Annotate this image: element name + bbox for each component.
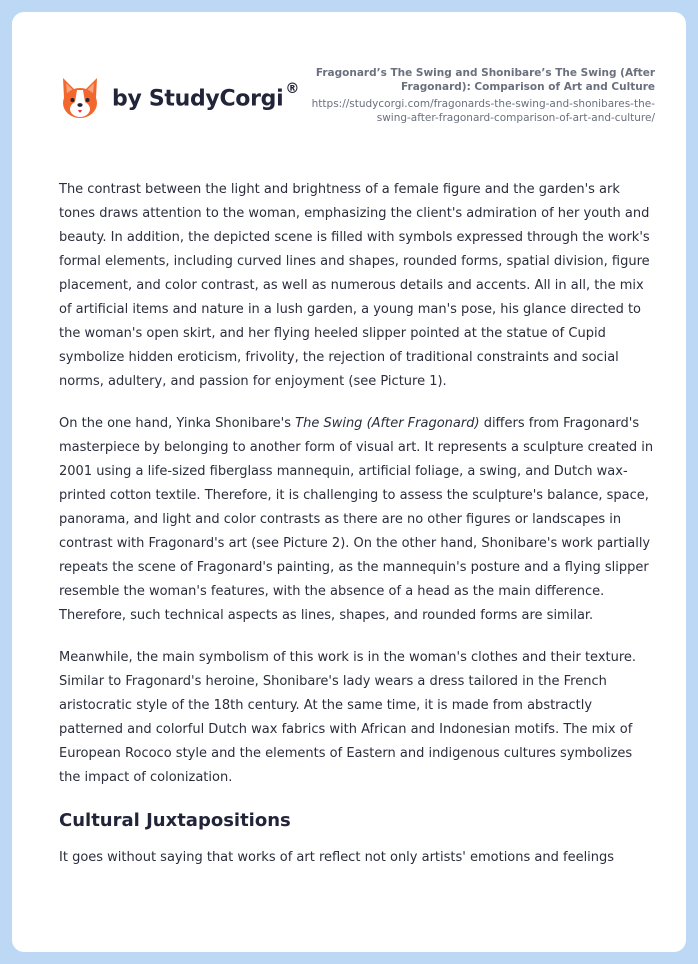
paragraph: The contrast between the light and brightness of a female figure and the garden's ark tones draws attention to the woman, emphasizing the client's admiration of her youth and beauty. In addition, the depicted scene is filled with symbols expressed through the work's formal elements, including curved lines and shapes, rounded forms, spatial division, figure placement, and color contrast, as well as numerous details and accents. All in all, the mix of artificial items and nature in a lush garden, a young man's pose, his glance directed to the woman's open skirt, and her flying heeled slipper pointed at the statue of Cupid symbolize hidden eroticism, frivolity, the rejection of traditional constraints and social norms, adultery, and passion for enjoyment (see Picture 1).	[59, 182, 650, 389]
essay-body	[59, 178, 657, 888]
brand-name: by StudyCorgi ®	[112, 80, 300, 112]
paragraph: On the one hand, Yinka Shonibare's The Swing (After Fragonard) differs from Fragonard's masterpiece by belonging to another form of visual art. It represents a sculpture created in 2001 using a life-sized fiberglass mannequin, artificial foliage, a swing, and Dutch wax-printed cotton textile. Therefore, it is challenging to assess the sculpture's balance, space, panorama, and light and color contrasts as there are no other figures or landscapes in contrast with Fragonard's art (see Picture 2). On the other hand, Shonibare's work partially repeats the scene of Fragonard's painting, as the mannequin's posture and a flying slipper resemble the woman's features, with the absence of a head as the main difference. Therefore, such technical aspects as lines, shapes, and rounded forms are similar.	[59, 416, 654, 623]
section-heading: Cultural Juxtapositions	[59, 810, 291, 831]
artwork-title: The Swing (After Fragonard)	[295, 416, 480, 431]
paragraph: It goes without saying that works of art reflect not only artists' emotions and feelings	[59, 850, 615, 865]
document-meta	[305, 66, 655, 125]
studycorgi-logo[interactable]	[60, 76, 299, 120]
paragraph: Meanwhile, the main symbolism of this work is in the woman's clothes and their texture. Similar to Fragonard's heroine, Shonibare's lady wears a dress tailored in the French aristocratic style of the 18th century. At the same time, it is made from abstractly patterned and colorful Dutch wax fabrics with African and Indonesian motifs. The mix of European Rococo style and the elements of Eastern and indigenous cultures symbolizes the impact of colonization.	[59, 650, 637, 785]
document-url[interactable]: https://studycorgi.com/fragonards-the-swing-and-shonibares-the-swing-after-fragonard-comparison-of-art-and-culture/	[311, 98, 655, 124]
document-title: Fragonard’s The Swing and Shonibare’s The Swing (After Fragonard): Comparison of Art and Culture	[315, 67, 655, 93]
corgi-logo-icon	[60, 76, 100, 120]
page-card	[12, 12, 686, 952]
